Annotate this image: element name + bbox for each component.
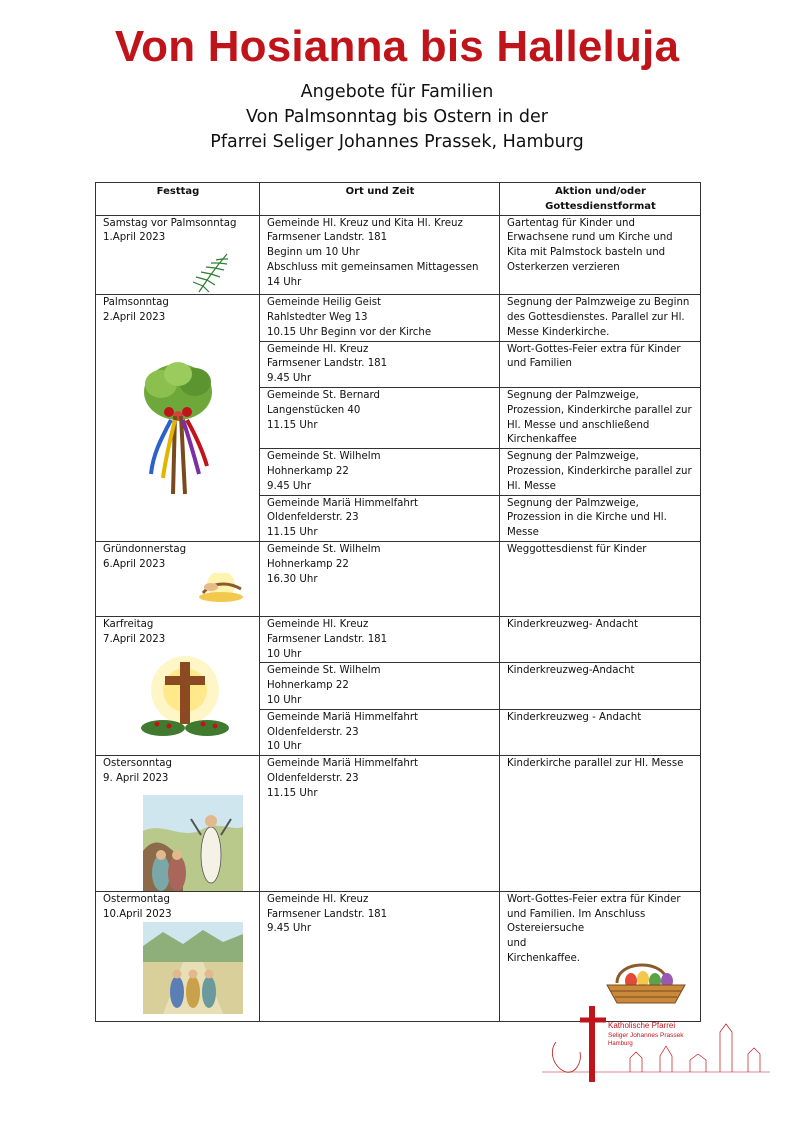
festtag-cell	[96, 756, 260, 892]
ort-line: Gemeinde St. Wilhelm	[267, 451, 381, 463]
ort-line: Gemeinde Hl. Kreuz	[267, 893, 369, 905]
subtitle-line: Angebote für Familien	[300, 82, 494, 102]
ort-line: Gemeinde Mariä Himmelfahrt	[267, 497, 419, 509]
festtag-cell	[96, 215, 260, 295]
cross-icon	[103, 652, 253, 737]
schedule-table	[95, 182, 701, 1022]
subtitle-line: Pfarrei Seliger Johannes Prassek, Hamburg	[210, 132, 584, 152]
logo-line: Hamburg	[608, 1041, 633, 1047]
festtag-label: Samstag vor Palmsonntag	[103, 217, 237, 229]
ort-line: 16.30 Uhr	[267, 573, 318, 585]
resurrection-icon	[103, 791, 253, 891]
aktion-cell: Segnung der Palmzweige, Prozession, Kinderkirche parallel zur Hl. Messe	[500, 449, 701, 495]
page-title: Von Hosianna bis Halleluja	[114, 22, 680, 71]
ort-line: Oldenfelderstr. 23	[267, 726, 359, 738]
ort-line: Hohnerkamp 22	[267, 680, 349, 692]
ort-cell	[260, 495, 500, 541]
ort-line: Gemeinde Hl. Kreuz und Kita Hl. Kreuz	[267, 217, 463, 229]
festtag-label: Ostermontag	[103, 893, 170, 905]
ort-line: Beginn um 10 Uhr	[267, 247, 360, 259]
ort-cell	[260, 616, 500, 662]
ort-line: Farmsener Landstr. 181	[267, 358, 388, 370]
aktion-cell: Kinderkreuzweg- Andacht	[500, 616, 701, 662]
table-header-row	[96, 183, 701, 216]
aktion-cell: Segnung der Palmzweige, Prozession, Kinderkirche parallel zur Hl. Messe und anschließend Kirchenkaffee	[500, 387, 701, 448]
ort-line: Gemeinde St. Wilhelm	[267, 665, 381, 677]
festtag-date: 9. April 2023	[103, 772, 169, 784]
festtag-cell	[96, 616, 260, 755]
ort-cell	[260, 341, 500, 387]
palm-bouquet-icon	[103, 354, 253, 504]
ort-line: Abschluss mit gemeinsamen Mittagessen 14 Uhr	[267, 261, 479, 288]
ort-cell	[260, 756, 500, 892]
emmaus-road-icon	[103, 922, 253, 1014]
ort-cell	[260, 387, 500, 448]
festtag-date: 2.April 2023	[103, 311, 166, 323]
ort-line: 11.15 Uhr	[267, 787, 318, 799]
ort-line: 10.15 Uhr Beginn vor der Kirche	[267, 326, 432, 338]
aktion-cell: Kinderkreuzweg - Andacht	[500, 709, 701, 755]
aktion-line: Kirchenkaffee.	[507, 952, 581, 964]
table-row	[96, 616, 701, 662]
aktion-line: Wort-Gottes-Feier extra für Kinder	[507, 893, 681, 905]
table-row	[96, 295, 701, 341]
festtag-cell	[96, 295, 260, 542]
table-row	[96, 215, 701, 295]
festtag-label: Ostersonntag	[103, 758, 172, 770]
festtag-date: 6.April 2023	[103, 558, 166, 570]
aktion-line: und	[507, 938, 527, 950]
subtitle	[0, 80, 794, 155]
ort-line: Farmsener Landstr. 181	[267, 908, 388, 920]
ort-cell	[260, 541, 500, 616]
subtitle-line: Von Palmsonntag bis Ostern in der	[246, 107, 548, 127]
ort-line: 10 Uhr	[267, 648, 302, 660]
festtag-cell	[96, 891, 260, 1021]
palm-leaf-icon	[103, 250, 253, 294]
ort-cell	[260, 449, 500, 495]
foot-washing-icon	[103, 573, 253, 603]
aktion-cell: Kinderkirche parallel zur Hl. Messe	[500, 756, 701, 892]
column-header-aktion: Aktion und/oder Gottesdienstformat	[500, 183, 701, 216]
ort-line: Gemeinde Hl. Kreuz	[267, 618, 369, 630]
aktion-cell: Weggottesdienst für Kinder	[500, 541, 701, 616]
aktion-cell: Kinderkreuzweg-Andacht	[500, 663, 701, 709]
festtag-date: 1.April 2023	[103, 232, 166, 244]
ort-line: Gemeinde Hl. Kreuz	[267, 343, 369, 355]
ort-line: 11.15 Uhr	[267, 419, 318, 431]
ort-line: Gemeinde St. Bernard	[267, 389, 380, 401]
column-header-festtag: Festtag	[96, 183, 260, 216]
aktion-cell: Segnung der Palmzweige, Prozession in die Kirche und Hl. Messe	[500, 495, 701, 541]
ort-cell	[260, 215, 500, 295]
logo-line: Katholische Pfarrei	[608, 1021, 676, 1030]
ort-line: Oldenfelderstr. 23	[267, 772, 359, 784]
aktion-cell: Segnung der Palmzweige zu Beginn des Gottesdienstes. Parallel zur Hl. Messe Kinderkirche.	[500, 295, 701, 341]
ort-line: Gemeinde Mariä Himmelfahrt	[267, 758, 419, 770]
ort-line: 9.45 Uhr	[267, 923, 312, 935]
ort-line: Rahlstedter Weg 13	[267, 311, 368, 323]
festtag-label: Palmsonntag	[103, 297, 169, 309]
festtag-date: 7.April 2023	[103, 633, 166, 645]
ort-cell	[260, 295, 500, 341]
ort-cell	[260, 709, 500, 755]
ort-line: Hohnerkamp 22	[267, 558, 349, 570]
ort-line: Hohnerkamp 22	[267, 465, 349, 477]
table-row	[96, 541, 701, 616]
aktion-line: Ostereiersuche	[507, 923, 585, 935]
ort-line: Gemeinde St. Wilhelm	[267, 543, 381, 555]
festtag-cell	[96, 541, 260, 616]
ort-line: Farmsener Landstr. 181	[267, 633, 388, 645]
parish-logo	[540, 1002, 772, 1094]
festtag-label: Karfreitag	[103, 618, 154, 630]
ort-line: 9.45 Uhr	[267, 480, 312, 492]
ort-cell	[260, 891, 500, 1021]
ort-line: Oldenfelderstr. 23	[267, 512, 359, 524]
ort-line: 10 Uhr	[267, 694, 302, 706]
ort-line: 11.15 Uhr	[267, 527, 318, 539]
ort-line: Langenstücken 40	[267, 404, 361, 416]
ort-line: Farmsener Landstr. 181	[267, 232, 388, 244]
ort-line: Gemeinde Mariä Himmelfahrt	[267, 711, 419, 723]
ort-cell	[260, 663, 500, 709]
aktion-cell: Gartentag für Kinder und Erwachsene rund um Kirche und Kita mit Palmstock basteln und Osterkerzen verzieren	[500, 215, 701, 295]
aktion-line: und Familien. Im Anschluss	[507, 908, 646, 920]
table-row	[96, 756, 701, 892]
ort-line: Gemeinde Heilig Geist	[267, 297, 382, 309]
festtag-date: 10.April 2023	[103, 908, 172, 920]
ort-line: 9.45 Uhr	[267, 373, 312, 385]
aktion-cell: Wort-Gottes-Feier extra für Kinder und Familien	[500, 341, 701, 387]
column-header-ort: Ort und Zeit	[260, 183, 500, 216]
festtag-label: Gründonnerstag	[103, 543, 187, 555]
logo-line: Seliger Johannes Prassek	[608, 1032, 684, 1039]
ort-line: 10 Uhr	[267, 741, 302, 753]
